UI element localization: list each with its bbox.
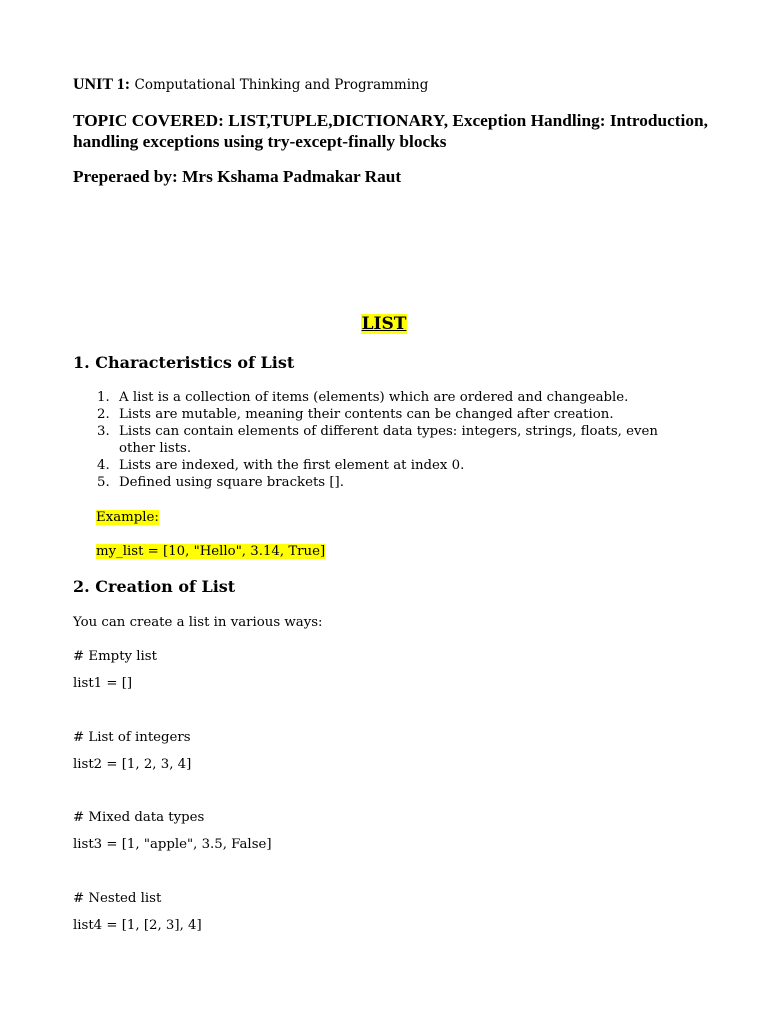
topic-covered: TOPIC COVERED: LIST,TUPLE,DICTIONARY, Exception Handling: Introduction, handling exceptions using try-except-finally blocks [73,111,708,151]
creation-intro: You can create a list in various ways: [73,615,323,630]
creation-heading: 2. Creation of List [73,577,236,596]
list-item [73,389,673,406]
example-code [96,543,325,560]
example-code-text: my_list = [10, "Hello", 3.14, True] [96,544,326,559]
list-item-number: 2. [97,407,110,422]
characteristics-heading: 1. Characteristics of List [73,353,295,372]
characteristics-list [73,389,673,491]
section-title [0,313,768,335]
list-item-number: 3. [97,424,110,439]
list-item-text: Lists are mutable, meaning their contents can be changed after creation. [119,407,614,422]
list-item [73,406,673,423]
list-item-text: A list is a collection of items (elements) which are ordered and changeable. [119,390,629,405]
unit-label: UNIT 1: [73,76,131,93]
code-line: list4 = [1, [2, 3], 4] [73,918,202,933]
code-line: list2 = [1, 2, 3, 4] [73,757,192,772]
list-item [73,474,673,491]
list-item-number: 1. [97,390,110,405]
list-item [73,457,673,474]
list-item-text: Defined using square brackets []. [119,475,344,490]
section-title-text: LIST [361,314,407,334]
list-item-text: Lists are indexed, with the first element at index 0. [119,458,465,473]
code-comment: # List of integers [73,730,191,745]
list-item-number: 4. [97,458,110,473]
code-comment: # Mixed data types [73,810,205,825]
list-item-number: 5. [97,475,110,490]
prepared-by: Preperaed by: Mrs Kshama Padmakar Raut [73,167,402,186]
code-comment: # Nested list [73,891,162,906]
unit-title: Computational Thinking and Programming [134,77,429,93]
code-line: list3 = [1, "apple", 3.5, False] [73,837,272,852]
code-line: list1 = [] [73,676,133,691]
list-item [73,423,673,457]
unit-line [73,76,428,94]
example-label [96,509,159,526]
code-comment: # Empty list [73,649,157,664]
example-label-text: Example: [96,510,159,525]
list-item-text: Lists can contain elements of different data types: integers, strings, floats, even other lists. [119,424,658,456]
